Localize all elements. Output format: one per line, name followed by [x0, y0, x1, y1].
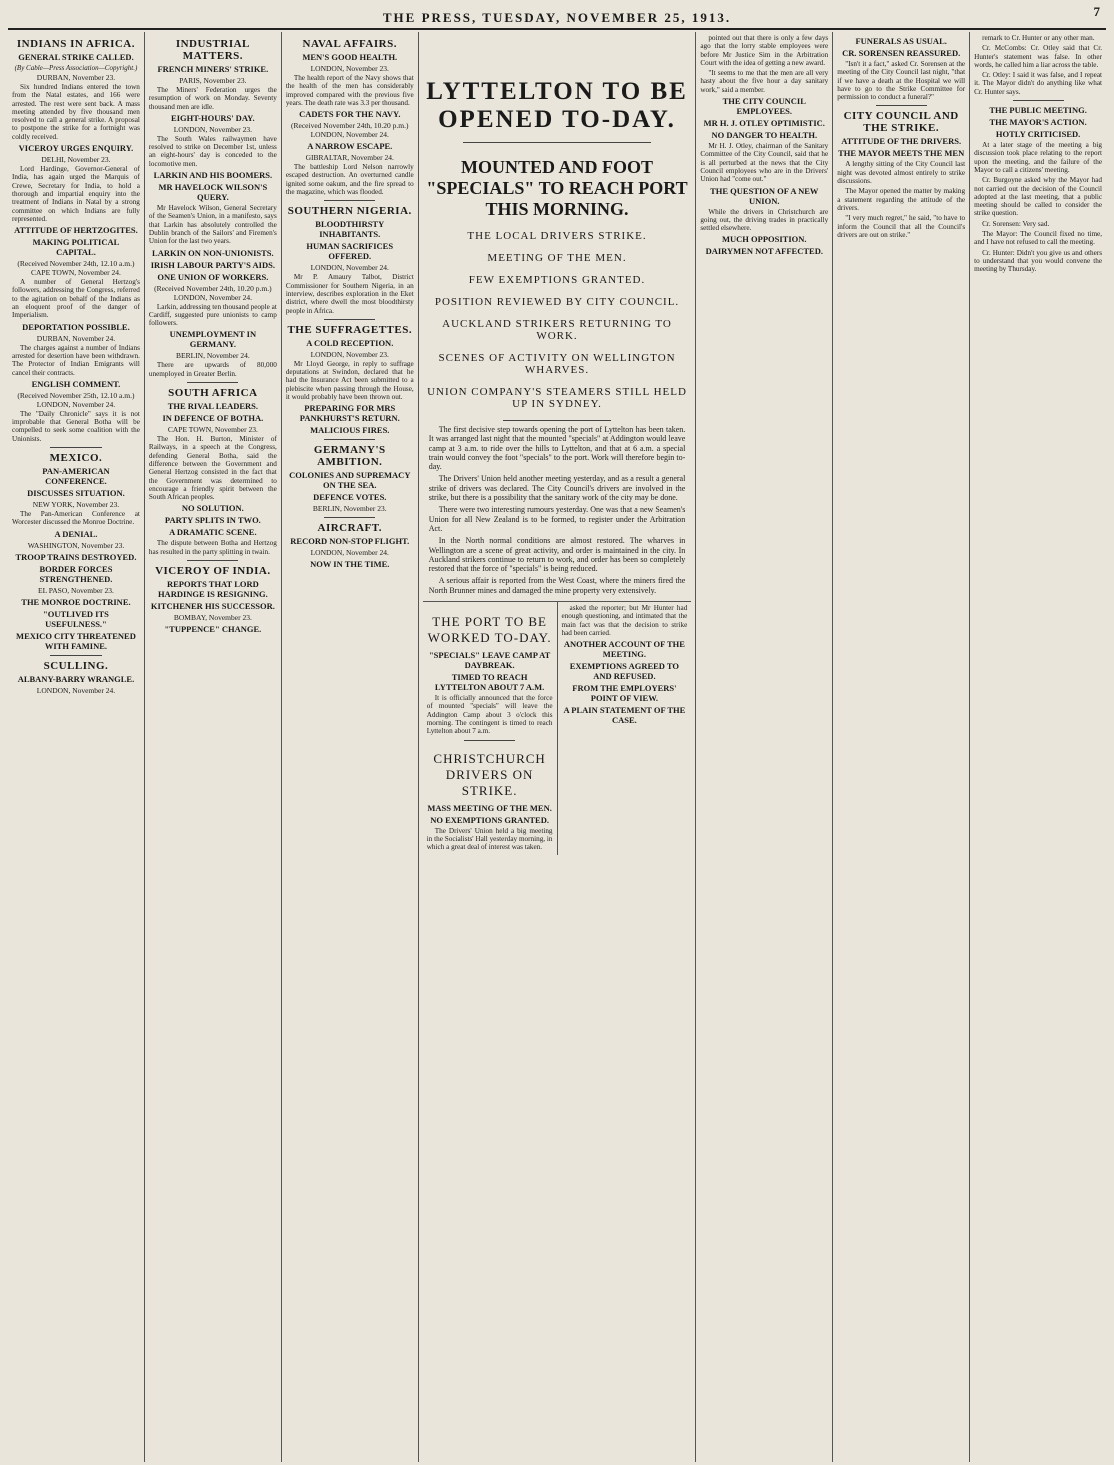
subhead: MUCH OPPOSITION. [722, 234, 807, 245]
article-paragraph: The Drivers' Union held a big meeting in the Socialists' Hall yesterday morning, in which a great deal of interest was taken. [426, 826, 553, 852]
headline-germany: GERMANY'S AMBITION. [313, 444, 386, 469]
subhead: HUMAN SACRIFICES OFFERED. [306, 241, 394, 262]
main-feature [419, 32, 697, 1462]
subhead: TIMED TO REACH LYTTELTON ABOUT 7 A.M. [434, 672, 545, 693]
article-paragraph: Mr P. Amaury Talbot, District Commissioner for Southern Nigeria, in an interview, describes exploration in the Eket district, where dwell the most bloodthirsty people in Africa. [285, 273, 414, 315]
subhead: ENGLISH COMMENT. [31, 378, 121, 389]
subhead: DISCUSSES SITUATION. [27, 488, 125, 499]
subhead: THE PUBLIC MEETING. [989, 105, 1087, 116]
headline-indians: INDIANS IN AFRICA. [16, 38, 135, 50]
subhead: NO DANGER TO HEALTH. [711, 130, 818, 141]
dateline: GIBRALTAR, November 24. [305, 153, 394, 163]
divider [1013, 100, 1064, 101]
deck-line: SCENES OF ACTIVITY ON WELLINGTON WHARVES. [438, 352, 676, 376]
subhead: A DENIAL. [54, 528, 98, 539]
column-2 [145, 32, 282, 1462]
article-paragraph: Six hundred Indians entered the town from the Natal estates, and 166 were arrested. The rest were sent back. A mass meeting attended by five thousand men resolved to call a general strike. A proposal to postpone the strike for a fortnight was coldly received. [12, 83, 140, 141]
dateline: LONDON, November 23. [310, 349, 389, 359]
subhead: A PLAIN STATEMENT OF THE CASE. [563, 705, 686, 726]
article-paragraph: There are upwards of 80,000 unemployed in Greater Berlin. [148, 361, 277, 378]
dateline: DURBAN, November 24. [36, 333, 116, 343]
article-paragraph: It is officially announced that the force of mounted "specials" will leave the Addington Camp about 3 o'clock this morning. The contingent is timed to reach Lyttelton about 7 a.m. [426, 694, 553, 736]
subhead: MALICIOUS FIRES. [310, 425, 390, 436]
dateline: BOMBAY, November 23. [173, 613, 252, 623]
article-paragraph: Cr. Hunter: Didn't you give us and others to understand that you would convene the meeting by Thursday. [974, 248, 1103, 274]
article-paragraph: The first decisive step towards opening the port of Lyttelton has been taken. It was arranged last night that the mounted "specials" at Addington would leave camp at 3 a.m. to ride over the hills to Lyttelton, and that at 6 a.m. a special train would convey the foot "specials" to the port. Work will therefore begin to-day. [428, 425, 686, 472]
divider [324, 439, 375, 440]
subhead: DAIRYMEN NOT AFFECTED. [705, 246, 823, 257]
dateline: (Received November 24th, 10.20 p.m.) LONDON, November 24. [291, 121, 409, 140]
subhead: LARKIN ON NON-UNIONISTS. [152, 247, 274, 258]
masthead-title: THE PRESS, TUESDAY, NOVEMBER 25, 1913. [382, 10, 732, 25]
article-paragraph: While the drivers in Christchurch are going out, the driving trades in practically settled elsewhere. [700, 207, 829, 233]
subhead: MR HAVELOCK WILSON'S QUERY. [158, 182, 268, 203]
subhead: LARKIN AND HIS BOOMERS. [153, 170, 273, 181]
subhead: A NARROW ESCAPE. [307, 141, 393, 152]
dateline: (Received November 24th, 12.10 a.m.) CAPE TOWN, November 24. [17, 259, 135, 278]
subhead: REPORTS THAT LORD HARDINGE IS RESIGNING. [157, 579, 268, 600]
deck-line: THE LOCAL DRIVERS STRIKE. [467, 230, 647, 242]
subhead: "OUTLIVED ITS USEFULNESS." [43, 608, 109, 629]
headline-aircraft: AIRCRAFT. [317, 522, 383, 535]
headline-south-africa: SOUTH AFRICA [168, 387, 258, 400]
column-1 [8, 32, 145, 1462]
dateline: (Received November 24th, 10.20 p.m.) LONDON, November 24. [154, 283, 272, 302]
article-paragraph: pointed out that there is only a few days ago that the lorry stable employees were before Mr Justice Sim in the Arbitration Court with the idea of getting a new award. [700, 34, 829, 67]
subhead: BORDER FORCES STRENGTHENED. [39, 563, 113, 584]
dateline: BERLIN, November 23. [312, 504, 387, 514]
article-paragraph: Lord Hardinge, Governor-General of India, has again urged the Marquis of Crewe, Secretary for India, to hold a thorough and impartial enquiry into the treatment of Indians in Natal by a strong committee on which Indians are fully represented. [12, 165, 140, 223]
subhead: ANOTHER ACCOUNT OF THE MEETING. [563, 639, 685, 660]
dateline: LONDON, November 23. [173, 124, 253, 134]
article-paragraph: Larkin, addressing ten thousand people at Cardiff, suggested pure unionists to camp followers. [148, 302, 277, 328]
subhead: IN DEFENCE OF BOTHA. [162, 413, 264, 424]
dateline: LONDON, November 24. [36, 685, 116, 695]
deck-line: UNION COMPANY'S STEAMERS STILL HELD UP IN SYDNEY. [427, 386, 687, 410]
subhead: MEN'S GOOD HEALTH. [302, 52, 398, 62]
subhead: ATTITUDE OF THE DRIVERS. [841, 136, 962, 147]
credit-line: (By Cable—Press Association—Copyright.) [14, 64, 138, 72]
dateline: PARIS, November 23. [179, 76, 247, 85]
column-6 [696, 32, 833, 1462]
subhead: EXEMPTIONS AGREED TO AND REFUSED. [569, 661, 680, 682]
subhead: HOTLY CRITICISED. [995, 129, 1081, 140]
chch-headline: CHRISTCHURCH DRIVERS ON STRIKE. [433, 750, 546, 798]
subhead: MAKING POLITICAL CAPITAL. [32, 237, 120, 258]
article-paragraph: Mr Havelock Wilson, General Secretary of the Seamen's Union, in a manifesto, says that Larkin has absolutely controlled the Dublin branch of the Sailors' and Firemen's Union for the last two years. [148, 204, 277, 246]
divider [463, 142, 651, 143]
dateline: LONDON, November 24. [310, 263, 389, 273]
article-paragraph: The Miners' Federation urges the resumption of work on Monday. Seventy thousand men are idle. [148, 86, 277, 111]
article-paragraph: The Hon. H. Burton, Minister of Railways, in a speech at the Congress, defending General Botha, said the difference between the Government and General Hertzog consisted in the fact that the Government was determined to encourage a friendly spirit between the South African peoples. [148, 435, 277, 502]
subhead: KITCHENER HIS SUCCESSOR. [150, 601, 275, 612]
subhead: MR H. J. OTLEY OPTIMISTIC. [703, 118, 825, 129]
headline-suffragettes: THE SUFFRAGETTES. [287, 323, 413, 336]
article-paragraph: "I very much regret," he said, "to have to inform the Council that all the Council's drivers are out on strike." [837, 214, 966, 239]
article-paragraph: The Pan-American Conference at Worcester discussed the Monroe Doctrine. [12, 510, 140, 527]
divider [50, 447, 101, 448]
divider [876, 105, 927, 106]
article-paragraph: Mr Lloyd George, in reply to suffrage deputations at Swindon, declared that he had the Insurance Act been submitted to a plebiscite when passing through the House, it would probably have been thrown out. [285, 359, 414, 402]
subhead: A DRAMATIC SCENE. [169, 527, 257, 538]
article-paragraph: The health report of the Navy shows that the health of the men has considerably improved compared with the previous five years. The death rate was 3.3 per thousand. [285, 74, 414, 107]
article-paragraph: asked the reporter; but Mr Hunter had enough questioning, and intimated that the main fact was that the decision to strike had been carried. [561, 604, 688, 637]
subhead: TROOP TRAINS DESTROYED. [15, 551, 137, 562]
subhead: UNEMPLOYMENT IN GERMANY. [169, 329, 257, 350]
subhead: THE RIVAL LEADERS. [167, 401, 259, 412]
subhead: NO SOLUTION. [181, 503, 244, 514]
port-headline: THE PORT TO BE WORKED TO-DAY. [427, 614, 552, 646]
divider [324, 517, 375, 518]
divider [503, 420, 610, 421]
subhead: FRENCH MINERS' STRIKE. [157, 64, 269, 74]
headline-viceroy: VICEROY OF INDIA. [155, 565, 271, 578]
article-paragraph: The battleship Lord Nelson narrowly escaped destruction. An overturned candle ignited some oakum, and the fire spread to the magazine, which was flooded. [285, 163, 414, 197]
subhead: FROM THE EMPLOYERS' POINT OF VIEW. [572, 683, 677, 704]
subhead: PARTY SPLITS IN TWO. [164, 515, 261, 526]
article-paragraph: Cr. McCombs: Cr. Otley said that Cr. Hunter's statement was false. In other words, he called him a liar across the table. [974, 44, 1103, 69]
headline-naval: NAVAL AFFAIRS. [302, 38, 397, 50]
subhead: THE CITY COUNCIL EMPLOYEES. [722, 96, 806, 117]
subhead: NO EXEMPTIONS GRANTED. [430, 814, 549, 825]
deck-line: AUCKLAND STRIKERS RETURNING TO WORK. [442, 318, 672, 342]
subhead: GENERAL STRIKE CALLED. [18, 52, 134, 62]
divider [324, 319, 375, 320]
article-paragraph: The charges against a number of Indians arrested for desertion have been withdrawn. The Protector of Indian Emigrants will cancel their contracts. [12, 343, 140, 377]
article-paragraph: The "Daily Chronicle" says it is not improbable that General Botha will be compelled to seek some coalition with the Unionists. [12, 409, 140, 443]
article-paragraph: The Mayor opened the matter by making a statement regarding the attitude of the drivers. [837, 187, 966, 212]
divider [187, 382, 238, 383]
article-paragraph: "Isn't it a fact," asked Cr. Sorensen at the meeting of the City Council last night, "that if we have a death at the Hospital we will have to go to the Strike Committee for permission to conduct a funeral?" [837, 60, 966, 102]
subhead: PAN-AMERICAN CONFERENCE. [42, 466, 110, 487]
subhead: RECORD NON-STOP FLIGHT. [290, 536, 410, 547]
headline-mexico: MEXICO. [49, 452, 103, 465]
article-paragraph: Cr. Burgoyne asked why the Mayor had not carried out the decision of the Council adopted at the last meeting, that a public meeting should be called to consider the strike question. [974, 176, 1103, 218]
column-3 [282, 32, 419, 1462]
subhead: "TUPPENCE" CHANGE. [164, 624, 262, 635]
columns [8, 32, 1106, 1462]
subhead: CADETS FOR THE NAVY. [299, 109, 401, 120]
dateline: WASHINGTON, November 23. [27, 540, 125, 550]
deck-line: POSITION REVIEWED BY CITY COUNCIL. [434, 296, 680, 308]
subhead: NOW IN THE TIME. [310, 559, 390, 570]
divider [464, 740, 514, 741]
subhead: ALBANY-BARRY WRANGLE. [17, 673, 135, 684]
subhead: COLONIES AND SUPREMACY ON THE SEA. [289, 470, 411, 491]
article-paragraph: A number of General Hertzog's followers, addressing the Congress, referred to the agitation on behalf of the Indians as an eloquent proof of the danger of Imperialism. [12, 278, 140, 320]
dateline: BERLIN, November 24. [175, 351, 250, 361]
article-paragraph: Mr H. J. Otley, chairman of the Sanitary Committee of the City Council, said that he is all perturbed at the news that the City Council employees who are in the Drivers' Union had "come out." [700, 142, 829, 184]
subhead: THE MAYOR MEETS THE MEN [838, 148, 965, 159]
subhead: BLOODTHIRSTY INHABITANTS. [315, 219, 385, 240]
subhead: ONE UNION OF WORKERS. [157, 271, 269, 282]
headline-city-council: CITY COUNCIL AND THE STRIKE. [843, 110, 959, 135]
main-lower-split [423, 601, 692, 855]
article-paragraph: The South Wales railwaymen have resolved to strike on December 1st, unless an eight-hours' day is conceded to the locomotive men. [148, 134, 277, 168]
subhead: EIGHT-HOURS' DAY. [171, 112, 255, 123]
subhead: "SPECIALS" LEAVE CAMP AT DAYBREAK. [428, 650, 551, 671]
headline-industrial: INDUSTRIAL MATTERS. [175, 38, 250, 62]
column-7 [833, 32, 970, 1462]
column-8 [970, 32, 1106, 1462]
subhead: MASS MEETING OF THE MEN. [427, 802, 552, 813]
divider [187, 560, 238, 561]
article-paragraph: A lengthy sitting of the City Council last night was devoted almost entirely to strike discussions. [837, 160, 966, 186]
subhead: MEXICO CITY THREATENED WITH FAMINE. [16, 630, 136, 651]
dateline: (Received November 25th, 12.10 a.m.) LONDON, November 24. [17, 390, 135, 409]
dateline: CAPE TOWN, November 23. [167, 425, 258, 435]
main-subheadline: MOUNTED AND FOOT "SPECIALS" TO REACH PORT THIS MORNING. [426, 157, 688, 219]
subhead: THE QUESTION OF A NEW UNION. [710, 185, 819, 206]
dateline: LONDON, November 23. [310, 64, 389, 73]
article-paragraph: Cr. Sorensen: Very sad. [982, 219, 1050, 228]
divider [50, 655, 101, 656]
article-paragraph: Cr. Otley: I said it was false, and I repeat it. The Mayor didn't do anything like what Cr. Hunter says. [974, 71, 1103, 96]
subhead: IRISH LABOUR PARTY'S AIDS. [150, 259, 275, 270]
article-paragraph: The Drivers' Union held another meeting yesterday, and as a result a general strike of drivers was declared. The City Council's drivers are involved in the strike, but there is a possibility that the sanitary work of the city may be done. [428, 474, 686, 503]
lower-left [423, 602, 558, 855]
subhead: ATTITUDE OF HERTZOGITES. [14, 225, 138, 236]
subhead: FUNERALS AS USUAL. [855, 36, 947, 46]
subhead: THE MONROE DOCTRINE. [21, 596, 131, 607]
article-paragraph: At a later stage of the meeting a big discussion took place relating to the report upon the meeting, and the failure of the Mayor to call a citizens' meeting. [974, 141, 1103, 174]
article-paragraph: The dispute between Botha and Hertzog has resulted in the party splitting in twain. [148, 539, 277, 556]
article-paragraph: There were two interesting rumours yesterday. One was that a new Seamen's Union for all New Zealand is to be formed, to register under the Arbitration Act. [428, 505, 686, 533]
article-paragraph: The Mayor: The Council fixed no time, and I have not refused to call the meeting. [974, 230, 1103, 247]
subhead: CR. SORENSEN REASSURED. [842, 48, 961, 58]
subhead: THE MAYOR'S ACTION. [989, 117, 1087, 128]
page-number: 7 [1093, 4, 1100, 19]
subhead: A COLD RECEPTION. [306, 337, 394, 348]
dateline: EL PASO, November 23. [38, 585, 114, 595]
main-headline: LYTTELTON TO BE OPENED TO-DAY. [426, 78, 688, 133]
article-paragraph: remark to Cr. Hunter or any other man. [982, 34, 1095, 42]
deck-line: FEW EXEMPTIONS GRANTED. [468, 274, 646, 286]
headline-sculling: SCULLING. [43, 659, 109, 672]
subhead: VICEROY URGES ENQUIRY. [18, 143, 134, 154]
divider [324, 200, 375, 201]
deck-line: MEETING OF THE MEN. [487, 252, 627, 264]
dateline: DURBAN, November 23. [36, 73, 116, 82]
dateline: DELHI, November 23. [41, 155, 111, 165]
lower-right [558, 602, 692, 855]
masthead [8, 0, 1106, 30]
headline-nigeria: SOUTHERN NIGERIA. [287, 205, 412, 218]
subhead: DEFENCE VOTES. [313, 492, 387, 503]
dateline: NEW YORK, November 23. [32, 500, 120, 510]
subhead: DEPORTATION POSSIBLE. [22, 321, 130, 332]
subhead: PREPARING FOR MRS PANKHURST'S RETURN. [299, 403, 400, 424]
article-paragraph: A serious affair is reported from the West Coast, where the miners fired the North Brunner mines and damaged the mine property very extensively. [428, 576, 686, 595]
article-paragraph: In the North normal conditions are almost restored. The wharves in Wellington are a scene of great activity, and order is maintained in the city. In Auckland strikers continue to return to work, and order has been so completely restored that the force of "specials" is being reduced. [428, 536, 686, 574]
dateline: LONDON, November 24. [310, 548, 389, 558]
article-paragraph: "It seems to me that the men are all very hasty about the five hour a day sanitary work," said a member. [700, 69, 829, 94]
